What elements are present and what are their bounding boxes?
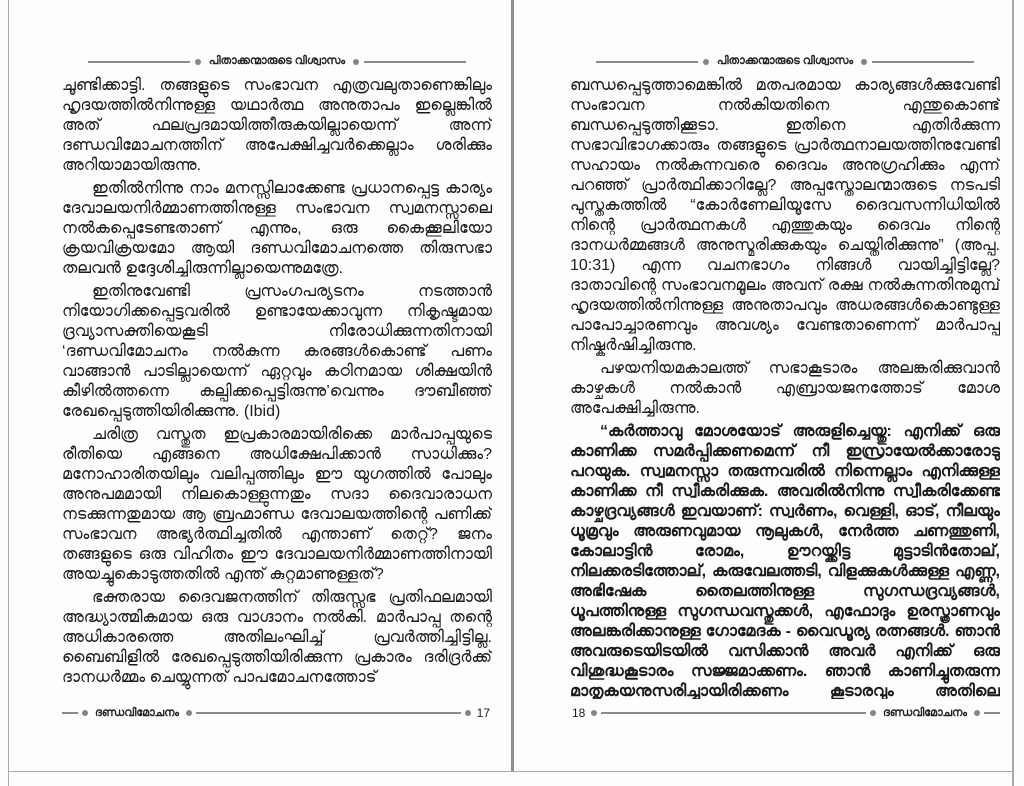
page-left	[62, 0, 492, 771]
paragraph-quote-bold: “കർത്താവു മോശയോട് അരുളിച്ചെയ്തു: എനിക്ക് ഒരു കാണിക്ക സമർപ്പിക്കണമെന്ന് നീ ഇസ്രായേൽക്കാരോടു പറയുക. സ്വമനസ്സാ തരുന്നവരിൽ നിന്നെല്ലാം എനിക്കുള്ള കാണിക്ക നീ സ്വീകരിക്കുക. അവരിൽനിന്നു സ്വീകരിക്കേണ്ട കാഴ്ചദ്രവ്യങ്ങൾ ഇവയാണ്: സ്വർണം, വെള്ളി, ഓട്, നീലയും ധൂമ്രവും അരുണവുമായ നൂലുകൾ, നേർത്ത ചണത്തുണി, കോലാട്ടിൻ രോമം, ഊറയ്ക്കിട്ട മുട്ടാടിൻതോല്, നിലക്കരടിത്തോല്, കരുവേലത്തടി, വിളക്കുകൾക്കുള്ള എണ്ണ, അഭിഷേക തൈലത്തിനുള്ള സുഗന്ധദ്രവ്യങ്ങൾ, ധൂപത്തിനുള്ള സുഗന്ധവസ്തുക്കൾ, എഫോദും ഉരസ്ത്രാണവും അലങ്കരിക്കാനുള്ള ഗോമേദക - വൈഡൂര്യ രത്നങ്ങൾ. ഞാൻ അവരുടെയിടയിൽ വസിക്കാൻ അവർ എനിക്ക് ഒരു വിശുദ്ധകൂടാരം സജ്ജമാക്കണം. ഞാൻ കാണിച്ചുതരുന്ന മാതൃകയനുസരിച്ചായിരിക്കണം കൂടാരവും അതിലെ	[570, 423, 1000, 699]
header-rule-line	[872, 61, 974, 63]
page-gutter-line	[511, 0, 514, 771]
scan-edge-right	[1012, 0, 1014, 786]
paragraph: ഇതിൽനിന്നു നാം മനസ്സിലാക്കേണ്ട പ്രധാനപ്പെട്ട കാര്യം ദേവാലയനിർമ്മാണത്തിനുള്ള സംഭാവന സ്വമനസ്സാലെ നൽകപ്പെടേണ്ടതാണ് എന്നും, ഒരു കൈക്കൂലിയോ ക്രയവിക്രയമോ ആയി ദണ്ഡവിമോചനത്തെ തിരുസഭാ തലവൻ ഉദ്ദേശിച്ചിരുന്നില്ലായെന്നുമത്രേ.	[62, 180, 492, 277]
ornament-dot-icon	[186, 710, 192, 716]
ornament-dot-icon	[591, 710, 597, 716]
page-right	[570, 0, 1000, 771]
running-header-title: പിതാക്കന്മാരുടെ വിശ്വാസം	[716, 55, 854, 67]
ornament-dot-icon	[974, 710, 980, 716]
running-header-left	[88, 55, 466, 68]
paragraph: ചരിത്ര വസ്തുത ഇപ്രകാരമായിരിക്കെ മാർപാപ്പയുടെ രീതിയെ എങ്ങനെ അധിക്ഷേപിക്കാൻ സാധിക്കും? മനോഹാരിതയിലും വലിപ്പത്തിലും ഈ യുഗത്തിൽ പോലും അനുപമമായി നിലകൊള്ളുന്നതും സദാ ദൈവാരാധന നടക്കുന്നതുമായ ആ ബ്രഹ്മാണ്ഡ ദേവാലയത്തിന്റെ പണിക്ക് സംഭാവന അഭ്യർത്ഥിച്ചതിൽ എന്താണ് തെറ്റ്? ജനം തങ്ങളുടെ ഒരു വിഹിതം ഈ ദേവാലയനിർമ്മാണത്തിനായി അയച്ചുകൊടുത്തതിൽ എന്ത് കുറ്റമാണുള്ളത്?	[62, 426, 492, 583]
scan-edge-bottom	[8, 771, 1013, 772]
footer-title: ദണ്ഡവിമോചനം	[95, 706, 180, 719]
ornament-dot-icon	[195, 59, 201, 65]
ornament-dot-icon	[703, 59, 709, 65]
header-rule-line	[596, 61, 698, 63]
footer-rule-line	[62, 712, 78, 714]
page-footer-right	[570, 706, 1000, 720]
header-rule-line	[88, 61, 190, 63]
running-header-right	[596, 55, 974, 68]
page-body-left	[62, 76, 492, 699]
page-number: 17	[476, 706, 490, 720]
ornament-dot-icon	[861, 59, 867, 65]
header-rule-line	[364, 61, 466, 63]
ornament-dot-icon	[870, 710, 876, 716]
running-header-title: പിതാക്കന്മാരുടെ വിശ്വാസം	[208, 55, 346, 67]
ornament-dot-icon	[82, 710, 88, 716]
footer-rule-line	[196, 712, 461, 714]
footer-rule-line	[601, 712, 866, 714]
footer-rule-line	[984, 712, 1000, 714]
footer-title: ദണ്ഡവിമോചനം	[882, 706, 967, 719]
ornament-dot-icon	[465, 710, 471, 716]
paragraph: ചൂണ്ടിക്കാട്ടി. തങ്ങളുടെ സംഭാവന എത്രവലുതാണെങ്കിലും ഹൃദയത്തിൽനിന്നുള്ള യഥാർത്ഥ അനുതാപം ഇല്ലെങ്കിൽ അത് ഫലപ്രദമായിത്തീരുകയില്ലായെന്ന് അന്ന് ദണ്ഡവിമോചനത്തിന് അപേക്ഷിച്ചവർക്കെല്ലാം ശരിക്കും അറിയാമായിരുന്നു.	[62, 77, 492, 174]
scan-edge-left	[8, 0, 9, 786]
page-body-right	[570, 76, 1000, 699]
paragraph: ഇതിനുവേണ്ടി പ്രസംഗപര്യടനം നടത്താൻ നിയോഗിക്കപ്പെട്ടവരിൽ ഉണ്ടായേക്കാവുന്ന നികൃഷ്ടമായ ദ്രവ്യാസക്തിയെകൂടി നിരോധിക്കുന്നതിനായി ‘ദണ്ഡവിമോചനം നൽകുന്ന കരങ്ങൾകൊണ്ട് പണം വാങ്ങാൻ പാടില്ലായെന്ന് ഏറ്റവും കഠിനമായ ശിക്ഷയിൻ കീഴിൽത്തന്നെ കല്പിക്കപ്പെട്ടിരുന്നു’വെന്നും ദൗബീഞ്ഞ് രേഖപ്പെടുത്തിയിരിക്കുന്നു. (Ibid)	[62, 283, 492, 420]
ornament-dot-icon	[353, 59, 359, 65]
paragraph: ബന്ധപ്പെടുത്താമെങ്കിൽ മതപരമായ കാര്യങ്ങൾക്കുവേണ്ടി സംഭാവന നൽകിയതിനെ എന്തുകൊണ്ട് ബന്ധപ്പെടുത്തിക്കൂടാ. ഇതിനെ എതിർക്കുന്ന സഭാവിഭാഗക്കാരും തങ്ങളുടെ പ്രാർത്ഥനാലയത്തിനുവേണ്ടി സഹായം നൽകുന്നവരെ ദൈവം അനുഗ്രഹിക്കും എന്ന് പറഞ്ഞ് പ്രാർത്ഥിക്കാറില്ലേ? അപ്പസ്തോലന്മാരുടെ നടപടി പുസ്തകത്തിൽ “കോർണേലിയൂസേ ദൈവസന്നിധിയിൽ നിന്റെ പ്രാർത്ഥനകൾ എത്തുകയും ദൈവം നിന്റെ ദാനധർമ്മങ്ങൾ അനുസ്മരിക്കുകയും ചെയ്തിരിക്കുന്നു” (അപ്പ. 10:31) എന്ന വചനഭാഗം നിങ്ങൾ വായിച്ചിട്ടില്ലേ? ദാതാവിന്റെ സംഭാവനമൂലം അവന് രക്ഷ നൽകുന്നതിനുമുമ്പ് ഹൃദയത്തിൽനിന്നുള്ള അനുതാപവും അധരങ്ങൾകൊണ്ടുള്ള പാപോച്ചാരണവും അവശ്യം വേണ്ടതാണെന്ന് മാർപാപ്പ നിഷ്കർഷിച്ചിരുന്നു.	[570, 77, 1000, 354]
page-number: 18	[572, 706, 586, 720]
paragraph: ഭക്തരായ ദൈവജനത്തിന് തിരുസ്സഭ പ്രതിഫലമായി അദ്ധ്യാത്മികമായ ഒരു വാഗ്ദാനം നൽകി. മാർപാപ്പ തന്റെ അധികാരത്തെ അതിലംഘിച്ച് പ്രവർത്തിച്ചിട്ടില്ല. ബൈബിളിൽ രേഖപ്പെടുത്തിയിരിക്കുന്ന പ്രകാരം ദരിദ്രർക്ക് ദാനധർമ്മം ചെയ്യുന്നത് പാപമോചനത്തോട്	[62, 589, 492, 686]
paragraph: പഴയനിയമകാലത്ത് സഭാകൂടാരം അലങ്കരിക്കുവാൻ കാഴ്ചകൾ നൽകാൻ എബ്രായജനത്തോട് മോശ അപേക്ഷിച്ചിരുന്നു.	[570, 360, 1000, 417]
page-footer-left	[62, 706, 492, 720]
